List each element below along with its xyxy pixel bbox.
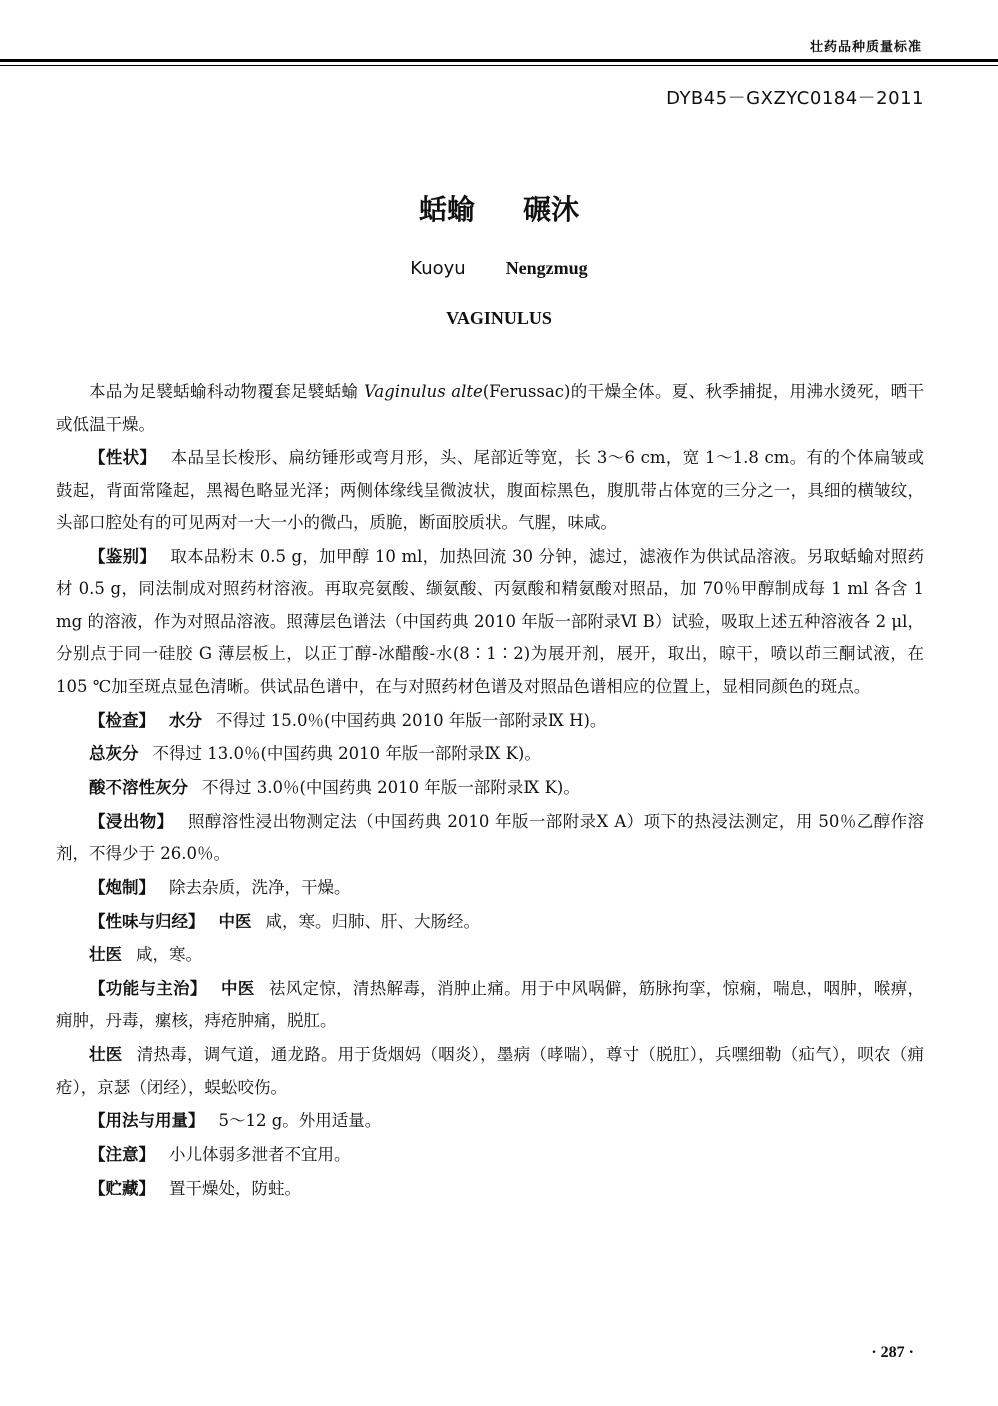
title-zhuang-pinyin: Nengzmug xyxy=(505,258,588,278)
sub-label: 壮医 xyxy=(89,1045,123,1065)
header-rule xyxy=(0,59,998,62)
section-label: 【用法与用量】 xyxy=(89,1111,205,1131)
section-text: 小儿体弱多泄者不宜用。 xyxy=(169,1144,351,1164)
section-text: 咸，寒。 xyxy=(136,945,202,965)
sub-label: 水分 xyxy=(169,710,202,730)
section-label: 【检查】 xyxy=(89,710,155,730)
species-name: Vaginulus alte xyxy=(363,382,483,401)
section-zhuyi xyxy=(56,1139,924,1172)
page-number: · 287 · xyxy=(871,1344,914,1361)
intro-paragraph xyxy=(56,376,924,441)
sub-label: 中医 xyxy=(218,911,252,931)
section-xingzhuang xyxy=(56,442,924,540)
section-label: 【贮藏】 xyxy=(89,1178,155,1198)
title-zhuang-name: 碾沐 xyxy=(523,193,580,226)
section-label: 【鉴别】 xyxy=(89,546,157,566)
section-label: 【浸出物】 xyxy=(89,811,174,831)
section-jiancha xyxy=(56,705,924,738)
section-suanburong xyxy=(56,772,924,805)
section-text: 除去杂质，洗净，干燥。 xyxy=(169,877,351,897)
section-text: 不得过 15.0％(中国药典 2010 年版一部附录Ⅸ H)。 xyxy=(216,710,607,730)
title-latin: VAGINULUS xyxy=(446,308,552,328)
section-text: 祛风定惊，清热解毒，消肿止痛。用于中风㖞僻，筋脉拘挛，惊痫，喘息，咽肿，喉痹，痈肿，丹毒，瘰核，痔疮肿痛，脱肛。 xyxy=(56,978,925,1031)
section-label: 【炮制】 xyxy=(89,877,155,897)
section-jianbie xyxy=(56,541,924,704)
section-yongfa xyxy=(56,1105,924,1138)
section-text: 咸，寒。归肺、肝、大肠经。 xyxy=(265,911,480,931)
monograph-body xyxy=(56,376,924,1206)
section-text: 取本品粉末 0.5 g，加甲醇 10 ml，加热回流 30 分钟，滤过，滤液作为供试品溶液。另取蛞蝓对照药材 0.5 g，同法制成对照药材溶液。再取亮氨酸、缬氨酸、丙氨酸和精氨酸对照品，加 70％甲醇制成每 1 ml 各含 1 mg 的溶液，作为对照品溶液。照薄层色谱法（中国药典 2010 年版一部附录Ⅵ B）试验，吸取上述五种溶液各 2 μl，分别点于同一硅胶 G 薄层板上，以正丁醇-冰醋酸-水(8∶1∶2)为展开剂，展开，取出，晾干，喷以茚三酮试液，在 105 ℃加至斑点显色清晰。供试品色谱中，在与对照药材色谱及对照品色谱相应的位置上，显相同颜色的斑点。 xyxy=(56,546,925,696)
section-text: 照醇溶性浸出物测定法（中国药典 2010 年版一部附录Ⅹ A）项下的热浸法测定，用 50％乙醇作溶剂，不得少于 26.0％。 xyxy=(56,811,924,864)
section-text: 不得过 13.0％(中国药典 2010 年版一部附录Ⅸ K)。 xyxy=(152,744,541,764)
title-pinyin-line xyxy=(0,258,998,279)
sub-label: 总灰分 xyxy=(89,744,139,764)
sub-label: 酸不溶性灰分 xyxy=(89,777,188,797)
section-xingwei-zhuang xyxy=(56,939,924,972)
section-label: 【注意】 xyxy=(89,1144,155,1164)
header-label: 壮药品种质量标准 xyxy=(809,40,922,55)
section-text: 5～12 g。外用适量。 xyxy=(218,1111,382,1131)
section-label: 【性味与归经】 xyxy=(89,911,205,931)
standard-code: DYB45－GXZYC0184－2011 xyxy=(666,88,924,109)
section-text: 不得过 3.0％(中国药典 2010 年版一部附录Ⅸ K)。 xyxy=(202,777,580,797)
section-text: 本品呈长梭形、扁纺锤形或弯月形，头、尾部近等宽，长 3～6 cm，宽 1～1.8 cm。有的个体扁皱或鼓起，背面常隆起，黑褐色略显光泽；两侧体缘线呈微波状，腹面棕黑色，腹肌带占体宽的三分之一，具细的横皱纹，头部口腔处有的可见两对一大一小的微凸，质脆，断面胶质状。气腥，味咸。 xyxy=(56,448,924,533)
page-title xyxy=(0,188,998,228)
section-zhucang xyxy=(56,1173,924,1206)
intro-text-tail: (Ferussac)的干燥全体。夏、秋季捕捉，用沸水烫死，晒干或低温干燥。 xyxy=(56,382,924,434)
intro-text: 本品为足襞蛞蝓科动物覆套足襞蛞蝓 xyxy=(89,382,364,401)
header-rule-thin xyxy=(0,65,998,66)
section-xingwei xyxy=(56,906,924,939)
title-pinyin: Kuoyu xyxy=(410,258,466,279)
sub-label: 壮医 xyxy=(89,945,122,965)
title-cn-name: 蛞蝓 xyxy=(418,193,475,226)
section-text: 置干燥处，防蛀。 xyxy=(169,1178,301,1198)
section-label: 【性状】 xyxy=(89,448,157,468)
sub-label: 中医 xyxy=(220,978,255,998)
section-zonghuifen xyxy=(56,738,924,771)
section-gongneng xyxy=(56,973,924,1038)
section-paozhi xyxy=(56,872,924,905)
section-gongneng-zhuang xyxy=(56,1039,924,1104)
section-jinchuwu xyxy=(56,806,924,871)
section-label: 【功能与主治】 xyxy=(89,978,207,998)
section-text: 清热毒，调气道，通龙路。用于货烟妈（咽炎），墨病（哮喘），尊寸（脱肛），兵嘿细勒（疝气），呗农（痈疮），京瑟（闭经），蜈蚣咬伤。 xyxy=(56,1045,925,1097)
